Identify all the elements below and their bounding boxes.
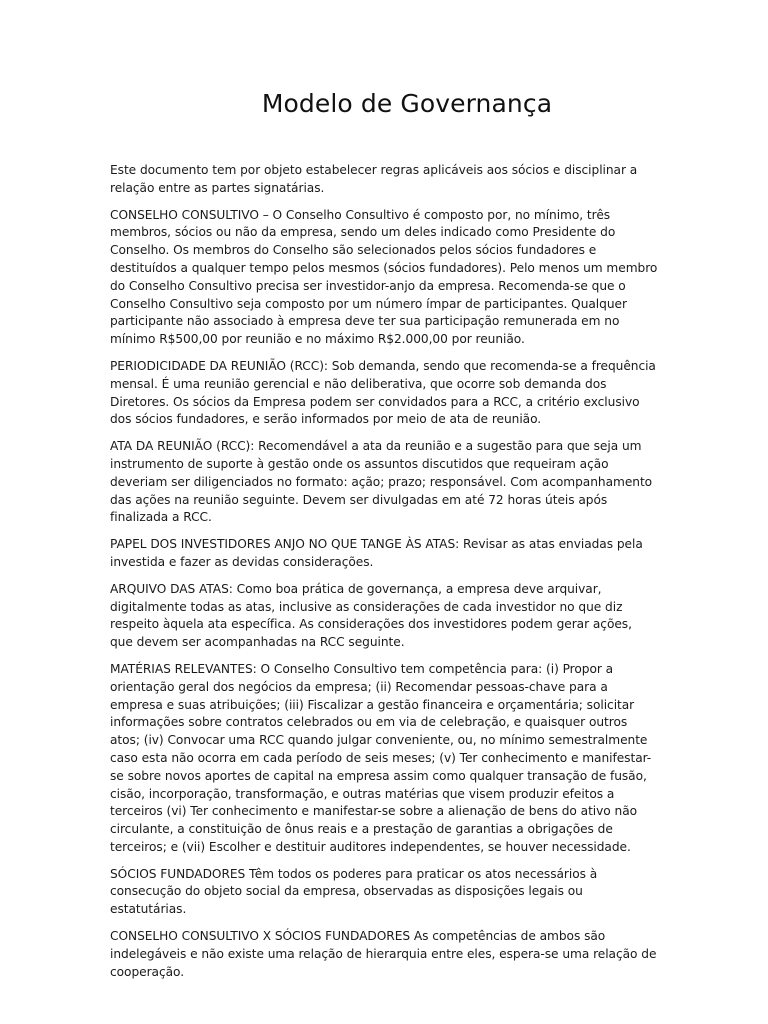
paragraph-arquivo-atas: ARQUIVO DAS ATAS: Como boa prática de governança, a empresa deve arquivar, digitalmente todas as atas, inclusive as considerações de cada investidor no que diz respeito àquela ata específica. As considerações dos investidores podem gerar ações, que devem ser acompanhadas na RCC seguinte. xyxy=(110,581,632,650)
paragraph-conselho-x-socios: CONSELHO CONSULTIVO X SÓCIOS FUNDADORES As competências de ambos são indelegáveis e não existe uma relação de hierarquia entre eles, espera-se uma relação de cooperação. xyxy=(110,929,657,979)
paragraph-conselho-consultivo: CONSELHO CONSULTIVO – O Conselho Consultivo é composto por, no mínimo, três membros, sócios ou não da empresa, sendo um deles indicado como Presidente do Conselho. Os membros do Conselho são selecionados pelos sócios fundadores e destituídos a qualquer tempo pelos mesmos (sócios fundadores). Pelo menos um membro do Conselho Consultivo precisa ser investidor-anjo da empresa. Recomenda-se que o Conselho Consultivo seja composto por um número ímpar de participantes. Qualquer participante não associado à empresa deve ter sua participação remunerada em no mínimo R$500,00 por reunião e no máximo R$2.000,00 por reunião. xyxy=(110,207,658,347)
paragraph-materias-relevantes: MATÉRIAS RELEVANTES: O Conselho Consultivo tem competência para: (i) Propor a orientação geral dos negócios da empresa; (ii) Recomendar pessoas-chave para a empresa e suas atribuições; (iii) Fiscalizar a gestão financeira e orçamentária; solicitar informações sobre contratos celebrados ou em via de celebração, e quaisquer outros atos; (iv) Convocar uma RCC quando julgar conveniente, ou, no mínimo semestralmente caso esta não ocorra em cada período de seis meses; (v) Ter conhecimento e manifestar-se sobre novos aportes de capital na empresa assim como qualquer transação de fusão, cisão, incorporação, transformação, e outras matérias que visem produzir efeitos a terceiros (vi) Ter conhecimento e manifestar-se sobre a alienação de bens do ativo não circulante, a constituição de ônus reais e a prestação de garantias a obrigações de terceiros; e (vii) Escolher e destituir auditores independentes, se houver necessidade. xyxy=(110,661,652,854)
paragraph-papel-investidores: PAPEL DOS INVESTIDORES ANJO NO QUE TANGE ÀS ATAS: Revisar as atas enviadas pela investida e fazer as devidas considerações. xyxy=(110,537,643,569)
paragraph-intro: Este documento tem por objeto estabelecer regras aplicáveis aos sócios e disciplinar a relação entre as partes signatárias. xyxy=(110,163,638,195)
document-title: Modelo de Governança xyxy=(261,89,553,118)
paragraph-ata-reuniao: ATA DA REUNIÃO (RCC): Recomendável a ata da reunião e a sugestão para que seja um instrumento de suporte à gestão onde os assuntos discutidos que requeiram ação deveriam ser diligenciados no formato: ação; prazo; responsável. Com acompanhamento das ações na reunião seguinte. Devem ser divulgadas em até 72 horas úteis após finalizada a RCC. xyxy=(110,439,653,525)
paragraph-socios-fundadores: SÓCIOS FUNDADORES Têm todos os poderes para praticar os atos necessários à consecução do objeto social da empresa, observadas as disposições legais ou estatutárias. xyxy=(110,866,598,917)
paragraph-periodicidade: PERIODICIDADE DA REUNIÃO (RCC): Sob demanda, sendo que recomenda-se a frequência mensal. É uma reunião gerencial e não deliberativa, que ocorre sob demanda dos Diretores. Os sócios da Empresa podem ser convidados para a RCC, a critério exclusivo dos sócios fundadores, e serão informados por meio de ata de reunião. xyxy=(110,358,656,427)
